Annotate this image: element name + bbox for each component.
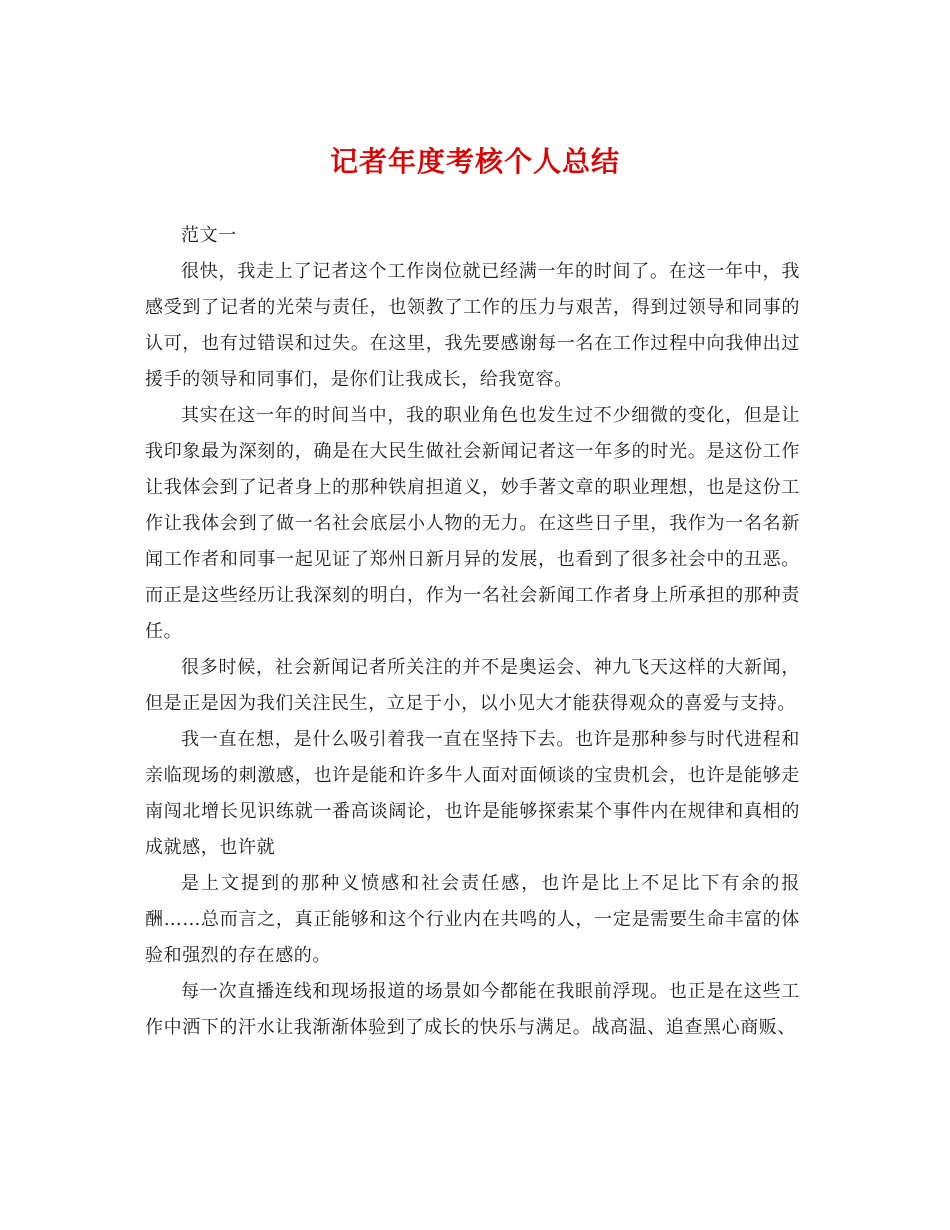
paragraph-heading: 范文一 bbox=[181, 225, 237, 246]
paragraph: 是上文提到的那种义愤感和社会责任感，也许是比上不足比下有余的报酬……总而言之，真正能够和这个行业内在共鸣的人，一定是需要生命丰富的体验和强烈的存在感的。 bbox=[145, 873, 800, 966]
document-title: 记者年度考核个人总结 bbox=[329, 145, 620, 178]
paragraph: 很多时候，社会新闻记者所关注的并不是奥运会、神九飞天这样的大新闻，但是正是因为我们关注民生，立足于小，以小见大才能获得观众的喜爱与支持。 bbox=[145, 657, 800, 714]
paragraph: 很快，我走上了记者这个工作岗位就已经满一年的时间了。在这一年中，我感受到了记者的光荣与责任，也领教了工作的压力与艰苦，得到过领导和同事的认可，也有过错误和过失。在这里，我先要感谢每一名在工作过程中向我伸出过援手的领导和同事们，是你们让我成长，给我宽容。 bbox=[145, 261, 800, 390]
paragraph: 其实在这一年的时间当中，我的职业角色也发生过不少细微的变化，但是让我印象最为深刻的，确是在大民生做社会新闻记者这一年多的时光。是这份工作让我体会到了记者身上的那种铁肩担道义，妙手著文章的职业理想，也是这份工作让我体会到了做一名社会底层小人物的无力。在这些日子里，我作为一名名新闻工作者和同事一起见证了郑州日新月异的发展，也看到了很多社会中的丑恶。而正是这些经历让我深刻的明白，作为一名社会新闻工作者身上所承担的那种责任。 bbox=[145, 405, 800, 642]
document-body bbox=[145, 218, 800, 1046]
paragraph: 每一次直播连线和现场报道的场景如今都能在我眼前浮现。也正是在这些工作中洒下的汗水让我渐渐体验到了成长的快乐与满足。战高温、追查黑心商贩、 bbox=[145, 981, 800, 1038]
paragraph: 我一直在想，是什么吸引着我一直在坚持下去。也许是那种参与时代进程和亲临现场的刺激感，也许是能和许多牛人面对面倾谈的宝贵机会，也许是能够走南闯北增长见识练就一番高谈阔论，也许是能够探索某个事件内在规律和真相的成就感，也许就 bbox=[145, 729, 800, 858]
